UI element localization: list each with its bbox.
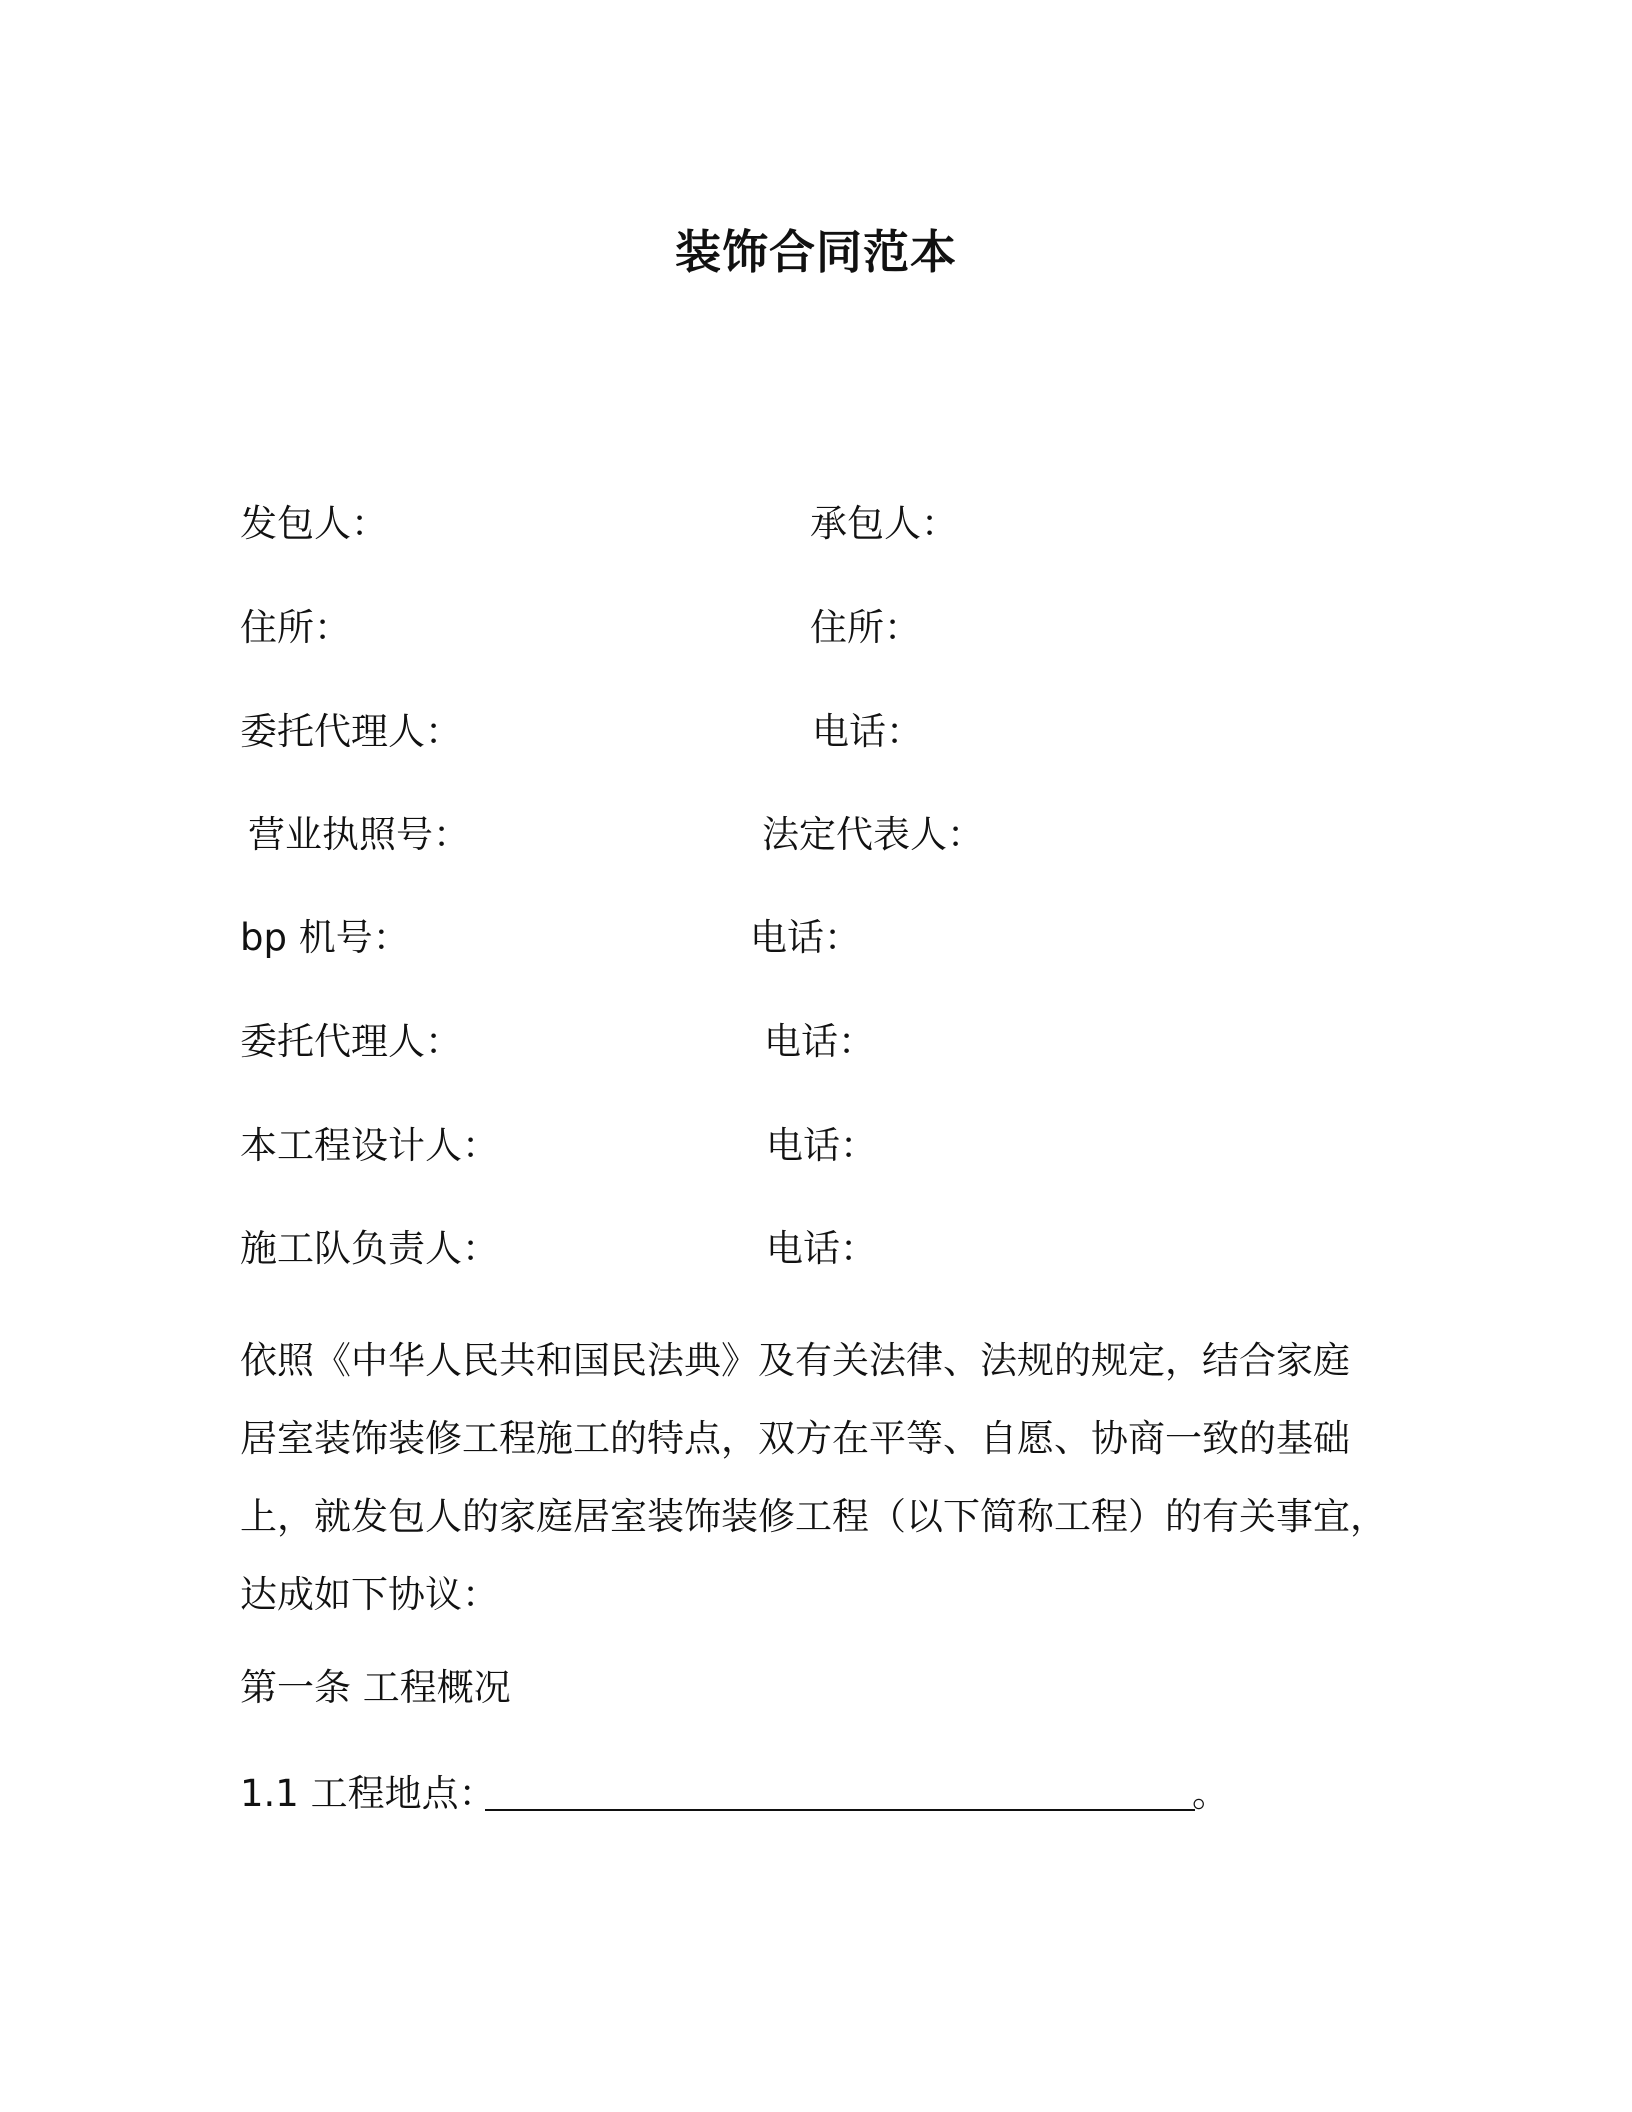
field-contractor-address-label: 住所： <box>810 606 921 649</box>
field-phone-label-5: 电话： <box>766 1227 877 1270</box>
site-blank-line <box>485 1809 1195 1811</box>
field-designer-label: 本工程设计人： <box>240 1124 499 1167</box>
document-title: 装饰合同范本 <box>675 225 957 279</box>
field-agent-label-2: 委托代理人： <box>240 1020 462 1063</box>
site-end-period: 。 <box>1192 1772 1229 1815</box>
field-bp-label: bp 机号： <box>240 916 410 959</box>
site-label: 1.1 工程地点： <box>240 1772 496 1815</box>
field-phone-label-1: 电话： <box>812 710 923 753</box>
section-title: 第一条 工程概况 <box>240 1666 511 1709</box>
field-agent-label: 委托代理人： <box>240 710 462 753</box>
field-license-label: 营业执照号： <box>248 813 470 856</box>
field-contractor-label: 承包人： <box>810 502 958 545</box>
preamble-line: 上，就发包人的家庭居室装饰装修工程（以下简称工程）的有关事宜， <box>240 1495 1387 1538</box>
field-legal-rep-label: 法定代表人： <box>762 813 984 856</box>
preamble-line: 达成如下协议： <box>240 1573 499 1616</box>
field-phone-label-3: 电话： <box>764 1020 875 1063</box>
field-contractee-label: 发包人： <box>240 502 388 545</box>
field-team-leader-label: 施工队负责人： <box>240 1227 499 1270</box>
field-phone-label-2: 电话： <box>750 916 861 959</box>
preamble-line: 依照《中华人民共和国民法典》及有关法律、法规的规定，结合家庭 <box>240 1339 1350 1382</box>
preamble-paragraph <box>240 1322 1400 1634</box>
field-phone-label-4: 电话： <box>766 1124 877 1167</box>
field-contractee-address-label: 住所： <box>240 606 351 649</box>
preamble-line: 居室装饰装修工程施工的特点，双方在平等、自愿、协商一致的基础 <box>240 1417 1350 1460</box>
